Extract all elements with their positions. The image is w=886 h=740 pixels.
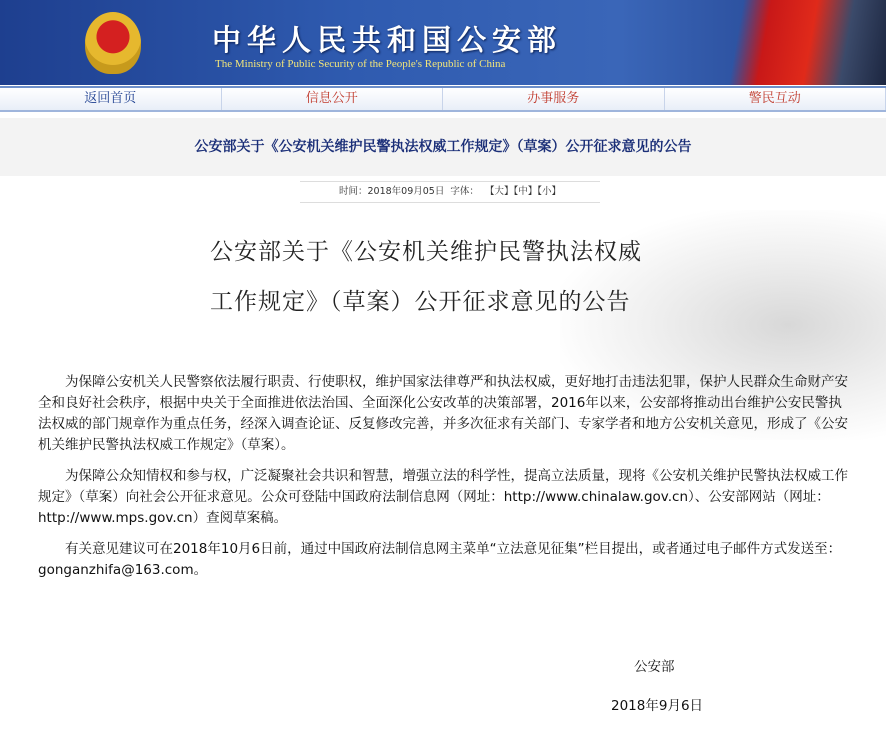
- article-body: [38, 372, 850, 591]
- font-size-large[interactable]: 【大】: [484, 186, 514, 197]
- font-size-small[interactable]: 【小】: [537, 186, 561, 197]
- police-emblem-logo: [85, 12, 141, 74]
- nav-home[interactable]: 返回首页: [0, 88, 222, 110]
- site-subtitle: The Ministry of Public Security of the People's Republic of China: [215, 58, 506, 70]
- paragraph: 为保障公众知情权和参与权，广泛凝聚社会共识和智慧，增强立法的科学性，提高立法质量，现将《公安机关维护民警执法权威工作规定》（草案）向社会公开征求意见。公众可登陆中国政府法制信息网（网址：http://www.chinalaw.gov.cn）、公安部网站（网址：http://www.mps.gov.cn）查阅草案稿。: [38, 468, 848, 526]
- nav-interaction[interactable]: 警民互动: [665, 88, 886, 110]
- article-meta: [300, 181, 600, 203]
- flag-police-image: [716, 0, 886, 85]
- nav-info-disclosure[interactable]: 信息公开: [222, 88, 444, 110]
- signature-date: 2018年9月6日: [611, 698, 704, 714]
- site-banner: [0, 0, 886, 85]
- publish-time: 时间：2018年09月05日: [338, 186, 445, 197]
- title-band: [0, 118, 886, 176]
- signature: 公安部: [634, 659, 675, 675]
- nav-services[interactable]: 办事服务: [443, 88, 665, 110]
- font-size-label: 字体：: [450, 186, 479, 197]
- paragraph: 为保障公安机关人民警察依法履行职责、行使职权，维护国家法律尊严和执法权威，更好地打击违法犯罪，保护人民群众生命财产安全和良好社会秩序，根据中央关于全面推进依法治国、全面深化公安改革的决策部署，2016年以来，公安部将推动出台维护公安民警执法权威的部门规章作为重点任务，经深入调查论证、反复修改完善，并多次征求有关部门、专家学者和地方公安机关意见，形成了《公安机关维护民警执法权威工作规定》（草案）。: [38, 374, 848, 453]
- font-size-medium[interactable]: 【中】: [513, 186, 538, 197]
- site-title: 中华人民共和国公安部: [212, 23, 563, 57]
- main-nav: [0, 86, 886, 112]
- paragraph: 有关意见建议可在2018年10月6日前，通过中国政府法制信息网主菜单“立法意见征集”栏目提出，或者通过电子邮件方式发送至：gonganzhifa@163.com。: [38, 541, 842, 578]
- page-title: 公安部关于《公安机关维护民警执法权威工作规定》（草案）公开征求意见的公告: [194, 139, 692, 155]
- article-title-line2: 工作规定》（草案）公开征求意见的公告: [210, 289, 631, 315]
- article-title-line1: 公安部关于《公安机关维护民警执法权威: [210, 239, 642, 265]
